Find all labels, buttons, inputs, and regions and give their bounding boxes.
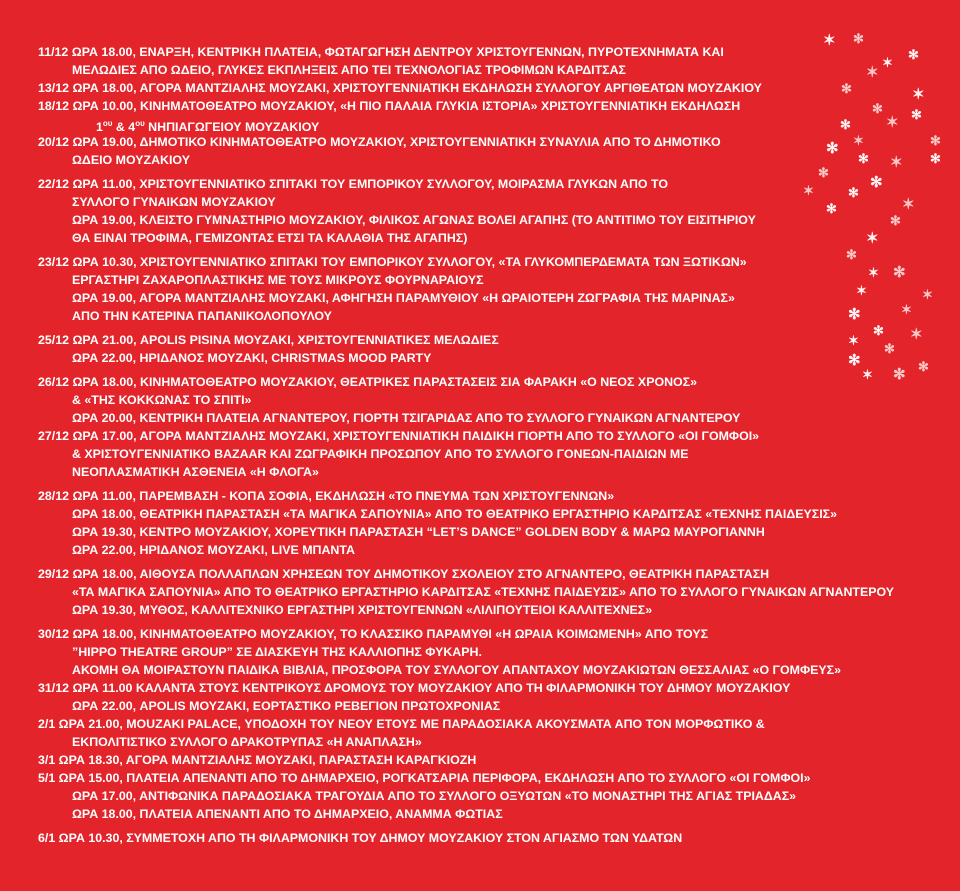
snowflake-icon: ✶ bbox=[882, 55, 893, 70]
snowflake-icon: ✶ bbox=[866, 230, 879, 247]
snowflake-icon: ✻ bbox=[818, 165, 829, 180]
snowflake-icon: ✻ bbox=[870, 174, 883, 191]
program-line: ΑΚΟΜΗ ΘΑ ΜΟΙΡΑΣΤΟΥΝ ΠΑΙΔΙΚΑ ΒΙΒΛΙΑ, ΠΡΟΣΦΟΡΑ ΤΟΥ ΣΥΛΛΟΓΟΥ ΑΠΑΝΤΑΧΟΥ ΜΟΥΖΑΚΙΩΤΩΝ ΘΕΣΣΑΛΙΑΣ «Ο ΓΟΜΦΕΥΣ» bbox=[72, 663, 841, 677]
program-line: & ΧΡΙΣΤΟΥΓΕΝΝΙΑΤΙΚΟ BAZAAR ΚΑΙ ΖΩΓΡΑΦΙΚΗ ΠΡΟΣΩΠΟΥ ΑΠΟ ΤΟ ΣΥΛΛΟΓΟ ΓΟΝΕΩΝ-ΠΑΙΔΙΩΝ ΜΕ bbox=[72, 447, 689, 461]
program-line: 26/12 ΩΡΑ 18.00, ΚΙΝΗΜΑΤΟΘΕΑΤΡΟ ΜΟΥΖΑΚΙΟΥ, ΘΕΑΤΡΙΚΕΣ ΠΑΡΑΣΤΑΣΕΙΣ ΣΙΑ ΦΑΡΑΚΗ «Ο ΝΕΟΣ ΧΡΟΝΟΣ» bbox=[38, 375, 698, 389]
snowflake-icon: ✶ bbox=[890, 154, 903, 171]
snowflake-icon: ✶ bbox=[856, 283, 867, 298]
snowflake-icon: ✶ bbox=[853, 133, 864, 148]
snowflake-icon: ✻ bbox=[930, 151, 941, 166]
program-line: ΜΕΛΩΔΙΕΣ ΑΠΟ ΩΔΕΙΟ, ΓΛΥΚΕΣ ΕΚΠΛΗΞΕΙΣ ΑΠΟ ΤΕΙ ΤΕΧΝΟΛΟΓΙΑΣ ΤΡΟΦΙΜΩΝ ΚΑΡΔΙΤΣΑΣ bbox=[72, 63, 626, 77]
program-line: ΩΡΑ 19.00, ΚΛΕΙΣΤΟ ΓΥΜΝΑΣΤΗΡΙΟ ΜΟΥΖΑΚΙΟΥ, ΦΙΛΙΚΟΣ ΑΓΩΝΑΣ ΒΟΛΕΙ ΑΓΑΠΗΣ (ΤΟ ΑΝΤΙΤΙΜΟ ΤΟΥ ΕΙΣΙΤΗΡΙΟΥ bbox=[72, 213, 756, 227]
program-line: 13/12 ΩΡΑ 18.00, ΑΓΟΡΑ ΜΑΝΤΖΙΑΛΗΣ ΜΟΥΖΑΚΙ, ΧΡΙΣΤΟΥΓΕΝΝΙΑΤΙΚΗ ΕΚΔΗΛΩΣΗ ΣΥΛΛΟΓΟΥ ΑΡΓΙΘΕΑΤΩΝ ΜΟΥΖΑΚΙΟΥ bbox=[38, 81, 762, 95]
program-line: 29/12 ΩΡΑ 18.00, ΑΙΘΟΥΣΑ ΠΟΛΛΑΠΛΩΝ ΧΡΗΣΕΩΝ ΤΟΥ ΔΗΜΟΤΙΚΟΥ ΣΧΟΛΕΙΟΥ ΣΤΟ ΑΓΝΑΝΤΕΡΟ, ΘΕΑΤΡΙΚΗ ΠΑΡΑΣΤΑΣΗ bbox=[38, 567, 770, 581]
snowflake-icon: ✻ bbox=[918, 359, 929, 374]
program-line: ΑΠΟ ΤΗΝ ΚΑΤΕΡΙΝΑ ΠΑΠΑΝΙΚΟΛΟΠΟΥΛΟΥ bbox=[72, 309, 332, 323]
program-line: ΩΡΑ 22.00, APOLIS ΜΟΥΖΑΚΙ, ΕΟΡΤΑΣΤΙΚΟ ΡΕΒΕΓΙΟΝ ΠΡΩΤΟΧΡΟΝΙΑΣ bbox=[72, 699, 501, 713]
snowflake-icon: ✶ bbox=[803, 183, 814, 198]
snowflake-icon: ✻ bbox=[930, 133, 941, 148]
snowflake-icon: ✻ bbox=[872, 101, 883, 116]
program-line: 23/12 ΩΡΑ 10.30, ΧΡΙΣΤΟΥΓΕΝΝΙΑΤΙΚΟ ΣΠΙΤΑΚΙ ΤΟΥ ΕΜΠΟΡΙΚΟΥ ΣΥΛΛΟΓΟΥ, «ΤΑ ΓΛΥΚΟΜΠΕΡΔΕΜΑΤΑ ΤΩΝ ΞΩΤΙΚΩΝ» bbox=[38, 255, 747, 269]
snowflake-icon: ✻ bbox=[848, 185, 859, 200]
snowflake-icon: ✻ bbox=[858, 151, 869, 166]
program-line: 31/12 ΩΡΑ 11.00 ΚΑΛΑΝΤΑ ΣΤΟΥΣ ΚΕΝΤΡΙΚΟΥΣ ΔΡΟΜΟΥΣ ΤΟΥ ΜΟΥΖΑΚΙΟΥ ΑΠΟ ΤΗ ΦΙΛΑΡΜΟΝΙΚΗ ΤΟΥ ΔΗΜΟΥ ΜΟΥΖΑΚΙΟΥ bbox=[38, 681, 791, 695]
snowflake-icon: ✻ bbox=[884, 341, 895, 356]
program-line: «ΤΑ ΜΑΓΙΚΑ ΣΑΠΟΥΝΙΑ» ΑΠΟ ΤΟ ΘΕΑΤΡΙΚΟ ΕΡΓΑΣΤΗΡΙΟ ΚΑΡΔΙΤΣΑΣ «ΤΕΧΝΗΣ ΠΑΙΔΕΥΣΙΣ» ΑΠΟ ΤΟ ΣΥΛΛΟΓΟ ΓΥΝΑΙΚΩΝ ΑΓΝΑΝΤΕΡΟΥ bbox=[72, 585, 895, 599]
snowflake-icon: ✶ bbox=[902, 196, 915, 213]
snowflake-icon: ✶ bbox=[886, 114, 899, 131]
snowflake-icon: ✶ bbox=[922, 287, 933, 302]
snowflake-icon: ✻ bbox=[893, 264, 906, 281]
program-line: 5/1 ΩΡΑ 15.00, ΠΛΑΤΕΙΑ ΑΠΕΝΑΝΤΙ ΑΠΟ ΤΟ ΔΗΜΑΡΧΕΙΟ, ΡΟΓΚΑΤΣΑΡΙΑ ΠΕΡΙΦΟΡΑ, ΕΚΔΗΛΩΣΗ ΑΠΟ ΤΟ ΣΥΛΛΟΓΟ «ΟΙ ΓΟΜΦΟΙ» bbox=[38, 771, 811, 785]
snowflake-icon: ✻ bbox=[826, 201, 837, 216]
snowflake-icon: ✻ bbox=[848, 306, 861, 323]
program-line: & «ΤΗΣ ΚΟΚΚΩΝΑΣ ΤΟ ΣΠΙΤΙ» bbox=[72, 393, 252, 407]
program-line: ”HIPPO THEATRE GROUP” ΣΕ ΔΙΑΣΚΕΥΗ ΤΗΣ ΚΑΛΛΙΟΠΗΣ ΦΥΚΑΡΗ. bbox=[72, 645, 482, 659]
program-line: 20/12 ΩΡΑ 19.00, ΔΗΜΟΤΙΚΟ ΚΙΝΗΜΑΤΟΘΕΑΤΡΟ ΜΟΥΖΑΚΙΟΥ, ΧΡΙΣΤΟΥΓΕΝΝΙΑΤΙΚΗ ΣΥΝΑΥΛΙΑ ΑΠΟ ΤΟ ΔΗΜΟΤΙΚΟ bbox=[38, 135, 721, 149]
snowflake-icon: ✻ bbox=[908, 47, 919, 62]
program-line: ΩΡΑ 19.30, ΜΥΘΟΣ, ΚΑΛΛΙΤΕΧΝΙΚΟ ΕΡΓΑΣΤΗΡΙ ΧΡΙΣΤΟΥΓΕΝΝΩΝ «ΛΙΛΙΠΟΥΤΕΙΟΙ ΚΑΛΛΙΤΕΧΝΕΣ» bbox=[72, 603, 653, 617]
program-line: 3/1 ΩΡΑ 18.30, ΑΓΟΡΑ ΜΑΝΤΖΙΑΛΗΣ ΜΟΥΖΑΚΙ, ΠΑΡΑΣΤΑΣΗ ΚΑΡΑΓΚΙΟΖΗ bbox=[38, 753, 477, 767]
snowflake-icon: ✻ bbox=[841, 81, 852, 96]
program-line: ΩΔΕΙΟ ΜΟΥΖΑΚΙΟΥ bbox=[72, 153, 190, 167]
snowflake-icon: ✻ bbox=[890, 213, 901, 228]
program-line: ΩΡΑ 17.00, ΑΝΤΙΦΩΝΙΚΑ ΠΑΡΑΔΟΣΙΑΚΑ ΤΡΑΓΟΥΔΙΑ ΑΠΟ ΤΟ ΣΥΛΛΟΓΟ ΟΞΥΩΤΩΝ «ΤΟ ΜΟΝΑΣΤΗΡΙ ΤΗΣ ΑΓΙΑΣ ΤΡΙΑΔΑΣ» bbox=[72, 789, 797, 803]
snowflake-icon: ✶ bbox=[866, 64, 879, 81]
program-line: ΩΡΑ 20.00, ΚΕΝΤΡΙΚΗ ΠΛΑΤΕΙΑ ΑΓΝΑΝΤΕΡΟΥ, ΓΙΟΡΤΗ ΤΣΙΓΑΡΙΔΑΣ ΑΠΟ ΤΟ ΣΥΛΛΟΓΟ ΓΥΝΑΙΚΩΝ ΑΓΝΑΝΤΕΡΟΥ bbox=[72, 411, 741, 425]
program-line: ΩΡΑ 22.00, ΗΡΙΔΑΝΟΣ ΜΟΥΖΑΚΙ, LIVE ΜΠΑΝΤΑ bbox=[72, 543, 355, 557]
program-line: 30/12 ΩΡΑ 18.00, ΚΙΝΗΜΑΤΟΘΕΑΤΡΟ ΜΟΥΖΑΚΙΟΥ, ΤΟ ΚΛΑΣΣΙΚΟ ΠΑΡΑΜΥΘΙ «Η ΩΡΑΙΑ ΚΟΙΜΩΜΕΝΗ» ΑΠΟ ΤΟΥΣ bbox=[38, 627, 709, 641]
program-line: ΕΚΠΟΛΙΤΙΣΤΙΚΟ ΣΥΛΛΟΓΟ ΔΡΑΚΟΤΡΥΠΑΣ «Η ΑΝΑΠΛΑΣΗ» bbox=[72, 735, 422, 749]
program-line: $1^{o\upsilon}$ & $4^{o\upsilon}$ ΝΗΠΙΑΓΩΓΕΙΟΥ ΜΟΥΖΑΚΙΟΥ bbox=[96, 119, 320, 135]
snowflake-icon: ✻ bbox=[893, 366, 906, 383]
snowflake-icon: ✶ bbox=[848, 333, 859, 348]
program-line: ΩΡΑ 19.30, ΚΕΝΤΡΟ ΜΟΥΖΑΚΙΟΥ, ΧΟΡΕΥΤΙΚΗ ΠΑΡΑΣΤΑΣΗ “LET’S DANCE” GOLDEN BODY & ΜΑΡΩ ΜΑΥΡΟΓΙΑΝΝΗ bbox=[72, 525, 765, 539]
snowflake-icon: ✻ bbox=[848, 352, 861, 369]
snowflake-icon: ✶ bbox=[910, 326, 923, 343]
program-line: 18/12 ΩΡΑ 10.00, ΚΙΝΗΜΑΤΟΘΕΑΤΡΟ ΜΟΥΖΑΚΙΟΥ, «Η ΠΙΟ ΠΑΛΑΙΑ ΓΛΥΚΙΑ ΙΣΤΟΡΙΑ» ΧΡΙΣΤΟΥΓΕΝΝΙΑΤΙΚΗ ΕΚΔΗΛΩΣΗ bbox=[38, 99, 741, 113]
snowflake-icon: ✶ bbox=[868, 265, 879, 280]
snowflake-icon: ✻ bbox=[846, 247, 857, 262]
program-line: 25/12 ΩΡΑ 21.00, APOLIS PISINA ΜΟΥΖΑΚΙ, ΧΡΙΣΤΟΥΓΕΝΝΙΑΤΙΚΕΣ ΜΕΛΩΔΙΕΣ bbox=[38, 333, 499, 347]
program-line: 6/1 ΩΡΑ 10.30, ΣΥΜΜΕΤΟΧΗ ΑΠΟ ΤΗ ΦΙΛΑΡΜΟΝΙΚΗ ΤΟΥ ΔΗΜΟΥ ΜΟΥΖΑΚΙΟΥ ΣΤΟΝ ΑΓΙΑΣΜΟ ΤΩΝ ΥΔΑΤΩΝ bbox=[38, 831, 683, 845]
program-line: ΝΕΟΠΛΑΣΜΑΤΙΚΗ ΑΣΘΕΝΕΙΑ «Η ΦΛΟΓΑ» bbox=[72, 465, 319, 479]
snowflake-icon: ✻ bbox=[911, 107, 922, 122]
snowflake-icon: ✻ bbox=[826, 140, 839, 157]
snowflake-icon: ✶ bbox=[823, 32, 836, 49]
snowflake-icon: ✻ bbox=[873, 323, 884, 338]
program-line: 22/12 ΩΡΑ 11.00, ΧΡΙΣΤΟΥΓΕΝΝΙΑΤΙΚΟ ΣΠΙΤΑΚΙ ΤΟΥ ΕΜΠΟΡΙΚΟΥ ΣΥΛΛΟΓΟΥ, ΜΟΙΡΑΣΜΑ ΓΛΥΚΩΝ ΑΠΟ ΤΟ bbox=[38, 177, 668, 191]
program-line: ΣΥΛΛΟΓΟ ΓΥΝΑΙΚΩΝ ΜΟΥΖΑΚΙΟΥ bbox=[72, 195, 276, 209]
program-line: ΩΡΑ 22.00, ΗΡΙΔΑΝΟΣ ΜΟΥΖΑΚΙ, CHRISTMAS MOOD PARTY bbox=[72, 351, 432, 365]
snowflake-icon: ✶ bbox=[901, 302, 912, 317]
snowflake-icon: ✶ bbox=[912, 86, 925, 103]
program-line: ΩΡΑ 19.00, ΑΓΟΡΑ ΜΑΝΤΖΙΑΛΗΣ ΜΟΥΖΑΚΙ, ΑΦΗΓΗΣΗ ΠΑΡΑΜΥΘΙΟΥ «Η ΩΡΑΙΟΤΕΡΗ ΖΩΓΡΑΦΙΑ ΤΗΣ ΜΑΡΙΝΑΣ» bbox=[72, 291, 735, 305]
program-line: 11/12 ΩΡΑ 18.00, ΕΝΑΡΞΗ, ΚΕΝΤΡΙΚΗ ΠΛΑΤΕΙΑ, ΦΩΤΑΓΩΓΗΣΗ ΔΕΝΤΡΟΥ ΧΡΙΣΤΟΥΓΕΝΝΩΝ, ΠΥΡΟΤΕΧΝΗΜΑΤΑ ΚΑΙ bbox=[38, 45, 724, 59]
snowflake-icon: ✶ bbox=[862, 367, 873, 382]
program-line: ΩΡΑ 18.00, ΘΕΑΤΡΙΚΗ ΠΑΡΑΣΤΑΣΗ «ΤΑ ΜΑΓΙΚΑ ΣΑΠΟΥΝΙΑ» ΑΠΟ ΤΟ ΘΕΑΤΡΙΚΟ ΕΡΓΑΣΤΗΡΙΟ ΚΑΡΔΙΤΣΑΣ «ΤΕΧΝΗΣ ΠΑΙΔΕΥΣΙΣ» bbox=[72, 507, 838, 521]
program-line: 27/12 ΩΡΑ 17.00, ΑΓΟΡΑ ΜΑΝΤΖΙΑΛΗΣ ΜΟΥΖΑΚΙ, ΧΡΙΣΤΟΥΓΕΝΝΙΑΤΙΚΗ ΠΑΙΔΙΚΗ ΓΙΟΡΤΗ ΑΠΟ ΤΟ ΣΥΛΛΟΓΟ «ΟΙ ΓΟΜΦΟΙ» bbox=[38, 429, 760, 443]
program-line: ΩΡΑ 18.00, ΠΛΑΤΕΙΑ ΑΠΕΝΑΝΤΙ ΑΠΟ ΤΟ ΔΗΜΑΡΧΕΙΟ, ΑΝΑΜΜΑ ΦΩΤΙΑΣ bbox=[72, 807, 503, 821]
snowflake-icon: ✻ bbox=[853, 31, 864, 46]
program-line: 28/12 ΩΡΑ 11.00, ΠΑΡΕΜΒΑΣΗ - ΚΟΠΑ ΣΟΦΙΑ, ΕΚΔΗΛΩΣΗ «ΤΟ ΠΝΕΥΜΑ ΤΩΝ ΧΡΙΣΤΟΥΓΕΝΝΩΝ» bbox=[38, 489, 615, 503]
program-line: 2/1 ΩΡΑ 21.00, MOUZAKI PALACE, ΥΠΟΔΟΧΗ ΤΟΥ ΝΕΟΥ ΕΤΟΥΣ ΜΕ ΠΑΡΑΔΟΣΙΑΚΑ ΑΚΟΥΣΜΑΤΑ ΑΠΟ ΤΟΝ ΜΟΡΦΩΤΙΚΟ & bbox=[38, 717, 765, 731]
program-line: ΘΑ ΕΙΝΑΙ ΤΡΟΦΙΜΑ, ΓΕΜΙΖΟΝΤΑΣ ΕΤΣΙ ΤΑ ΚΑΛΑΘΙΑ ΤΗΣ ΑΓΑΠΗΣ) bbox=[72, 231, 468, 245]
program-line: ΕΡΓΑΣΤΗΡΙ ΖΑΧΑΡΟΠΛΑΣΤΙΚΗΣ ΜΕ ΤΟΥΣ ΜΙΚΡΟΥΣ ΦΟΥΡΝΑΡΑΙΟΥΣ bbox=[72, 273, 484, 287]
snowflake-icon: ✻ bbox=[840, 117, 851, 132]
